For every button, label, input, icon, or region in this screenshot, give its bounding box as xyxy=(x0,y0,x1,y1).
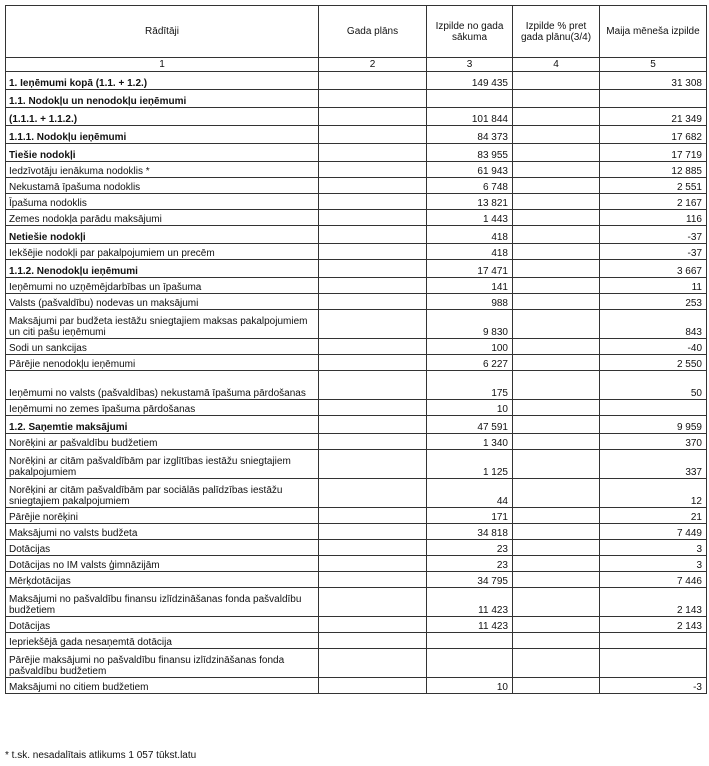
cell-percent xyxy=(513,210,600,226)
cell-month: 370 xyxy=(600,434,707,450)
cell-ytd: 34 818 xyxy=(427,524,513,540)
cell-percent xyxy=(513,649,600,678)
row-label: 1.1.1. Nodokļu ieņēmumi xyxy=(6,126,319,144)
cell-ytd xyxy=(427,649,513,678)
table-row xyxy=(6,524,707,540)
table-row xyxy=(6,260,707,278)
table-row xyxy=(6,633,707,649)
cell-annual-plan xyxy=(319,178,427,194)
cell-ytd: 141 xyxy=(427,278,513,294)
table-body xyxy=(6,72,707,694)
table-row xyxy=(6,617,707,633)
table-row xyxy=(6,400,707,416)
cell-ytd: 83 955 xyxy=(427,144,513,162)
cell-percent xyxy=(513,244,600,260)
cell-annual-plan xyxy=(319,210,427,226)
row-label: Iepriekšējā gada nesaņemtā dotācija xyxy=(6,633,319,649)
cell-annual-plan xyxy=(319,450,427,479)
table-row xyxy=(6,226,707,244)
cell-annual-plan xyxy=(319,355,427,371)
cell-annual-plan xyxy=(319,90,427,108)
row-label: Ieņēmumi no valsts (pašvaldības) nekustamā īpašuma pārdošanas xyxy=(6,371,319,400)
cell-annual-plan xyxy=(319,649,427,678)
cell-annual-plan xyxy=(319,678,427,694)
cell-month: 7 446 xyxy=(600,572,707,588)
cell-ytd: 149 435 xyxy=(427,72,513,90)
cell-annual-plan xyxy=(319,416,427,434)
cell-month xyxy=(600,633,707,649)
table-row xyxy=(6,126,707,144)
cell-month xyxy=(600,649,707,678)
cell-annual-plan xyxy=(319,371,427,400)
cell-month: 2 143 xyxy=(600,588,707,617)
cell-ytd: 9 830 xyxy=(427,310,513,339)
cell-ytd: 17 471 xyxy=(427,260,513,278)
cell-annual-plan xyxy=(319,260,427,278)
cell-month: 2 167 xyxy=(600,194,707,210)
cell-percent xyxy=(513,260,600,278)
row-label: Īpašuma nodoklis xyxy=(6,194,319,210)
cell-annual-plan xyxy=(319,633,427,649)
cell-annual-plan xyxy=(319,126,427,144)
cell-percent xyxy=(513,339,600,355)
cell-ytd: 6 227 xyxy=(427,355,513,371)
cell-annual-plan xyxy=(319,162,427,178)
cell-month: 9 959 xyxy=(600,416,707,434)
cell-month: 12 885 xyxy=(600,162,707,178)
cell-ytd: 13 821 xyxy=(427,194,513,210)
table-row xyxy=(6,194,707,210)
cell-percent xyxy=(513,540,600,556)
row-label: 1.1.2. Nenodokļu ieņēmumi xyxy=(6,260,319,278)
cell-annual-plan xyxy=(319,508,427,524)
cell-ytd: 1 340 xyxy=(427,434,513,450)
cell-percent xyxy=(513,108,600,126)
col-number: 4 xyxy=(513,58,600,72)
cell-annual-plan xyxy=(319,400,427,416)
row-label: Maksājumi no pašvaldību finansu izlīdzināšanas fonda pašvaldību budžetiem xyxy=(6,588,319,617)
table-row xyxy=(6,572,707,588)
cell-percent xyxy=(513,72,600,90)
cell-percent xyxy=(513,226,600,244)
cell-percent xyxy=(513,371,600,400)
cell-ytd: 47 591 xyxy=(427,416,513,434)
cell-month: -37 xyxy=(600,226,707,244)
col-number: 1 xyxy=(6,58,319,72)
cell-ytd: 44 xyxy=(427,479,513,508)
revenue-table xyxy=(5,5,707,694)
row-label: Dotācijas xyxy=(6,617,319,633)
cell-annual-plan xyxy=(319,108,427,126)
cell-month: 253 xyxy=(600,294,707,310)
column-number-row xyxy=(6,58,707,72)
table-row xyxy=(6,162,707,178)
cell-month: -40 xyxy=(600,339,707,355)
cell-month: 843 xyxy=(600,310,707,339)
table-row xyxy=(6,678,707,694)
row-label: (1.1.1. + 1.1.2.) xyxy=(6,108,319,126)
cell-annual-plan xyxy=(319,540,427,556)
cell-ytd: 418 xyxy=(427,226,513,244)
cell-ytd: 11 423 xyxy=(427,617,513,633)
cell-percent xyxy=(513,479,600,508)
row-label: Zemes nodokļa parādu maksājumi xyxy=(6,210,319,226)
row-label: Pārējie maksājumi no pašvaldību finansu izlīdzināšanas fonda pašvaldību budžetiem xyxy=(6,649,319,678)
cell-month: 2 551 xyxy=(600,178,707,194)
cell-ytd: 11 423 xyxy=(427,588,513,617)
cell-ytd: 101 844 xyxy=(427,108,513,126)
table-row xyxy=(6,540,707,556)
cell-percent xyxy=(513,633,600,649)
cell-annual-plan xyxy=(319,244,427,260)
col-number: 5 xyxy=(600,58,707,72)
cell-percent xyxy=(513,162,600,178)
cell-ytd: 1 443 xyxy=(427,210,513,226)
row-label: Pārējie norēķini xyxy=(6,508,319,524)
cell-percent xyxy=(513,450,600,479)
cell-ytd: 34 795 xyxy=(427,572,513,588)
cell-percent xyxy=(513,434,600,450)
table-row xyxy=(6,294,707,310)
cell-month: 17 719 xyxy=(600,144,707,162)
row-label: Iekšējie nodokļi par pakalpojumiem un precēm xyxy=(6,244,319,260)
cell-annual-plan xyxy=(319,572,427,588)
row-label: 1.1. Nodokļu un nenodokļu ieņēmumi xyxy=(6,90,319,108)
cell-percent xyxy=(513,416,600,434)
cell-month: 2 143 xyxy=(600,617,707,633)
cell-percent xyxy=(513,524,600,540)
col-number: 2 xyxy=(319,58,427,72)
row-label: Pārējie nenodokļu ieņēmumi xyxy=(6,355,319,371)
cell-annual-plan xyxy=(319,226,427,244)
cell-ytd: 175 xyxy=(427,371,513,400)
cell-annual-plan xyxy=(319,524,427,540)
col-header-indicators: Rādītāji xyxy=(6,6,319,58)
cell-annual-plan xyxy=(319,434,427,450)
row-label: Norēķini ar citām pašvaldībām par sociālās palīdzības iestāžu sniegtajiem pakalpojumiem xyxy=(6,479,319,508)
row-label: Mērķdotācijas xyxy=(6,572,319,588)
cell-month: 116 xyxy=(600,210,707,226)
cell-month: 50 xyxy=(600,371,707,400)
cell-annual-plan xyxy=(319,278,427,294)
table-row xyxy=(6,278,707,294)
table-row xyxy=(6,72,707,90)
cell-ytd: 23 xyxy=(427,540,513,556)
header-row xyxy=(6,6,707,58)
cell-ytd: 10 xyxy=(427,400,513,416)
col-header-percent: Izpilde % pret gada plānu(3/4) xyxy=(513,6,600,58)
table-row xyxy=(6,90,707,108)
footnote: * t.sk. nesadalītais atlikums 1 057 tūkst.latu xyxy=(5,750,197,761)
cell-annual-plan xyxy=(319,310,427,339)
cell-percent xyxy=(513,310,600,339)
col-number: 3 xyxy=(427,58,513,72)
cell-ytd: 988 xyxy=(427,294,513,310)
cell-month: 21 349 xyxy=(600,108,707,126)
cell-percent xyxy=(513,178,600,194)
row-label: Iedzīvotāju ienākuma nodoklis * xyxy=(6,162,319,178)
row-label: Netiešie nodokļi xyxy=(6,226,319,244)
table-row xyxy=(6,310,707,339)
col-header-annual-plan: Gada plāns xyxy=(319,6,427,58)
cell-ytd: 171 xyxy=(427,508,513,524)
cell-percent xyxy=(513,556,600,572)
cell-percent xyxy=(513,588,600,617)
cell-month: 3 xyxy=(600,556,707,572)
row-label: Ieņēmumi no uzņēmējdarbības un īpašuma xyxy=(6,278,319,294)
cell-percent xyxy=(513,678,600,694)
row-label: Tiešie nodokļi xyxy=(6,144,319,162)
cell-percent xyxy=(513,90,600,108)
cell-month: -37 xyxy=(600,244,707,260)
row-label: Valsts (pašvaldību) nodevas un maksājumi xyxy=(6,294,319,310)
cell-month xyxy=(600,400,707,416)
cell-ytd: 6 748 xyxy=(427,178,513,194)
cell-percent xyxy=(513,400,600,416)
cell-percent xyxy=(513,572,600,588)
table-row xyxy=(6,479,707,508)
table-row xyxy=(6,371,707,400)
table-row xyxy=(6,210,707,226)
cell-percent xyxy=(513,508,600,524)
cell-month: 21 xyxy=(600,508,707,524)
row-label: Norēķini ar citām pašvaldībām par izglītības iestāžu sniegtajiem pakalpojumiem xyxy=(6,450,319,479)
row-label: 1. Ieņēmumi kopā (1.1. + 1.2.) xyxy=(6,72,319,90)
cell-percent xyxy=(513,617,600,633)
cell-annual-plan xyxy=(319,294,427,310)
row-label: 1.2. Saņemtie maksājumi xyxy=(6,416,319,434)
col-header-month: Maija mēneša izpilde xyxy=(600,6,707,58)
cell-month: 3 667 xyxy=(600,260,707,278)
cell-month: 12 xyxy=(600,479,707,508)
cell-percent xyxy=(513,126,600,144)
cell-ytd: 84 373 xyxy=(427,126,513,144)
cell-ytd: 10 xyxy=(427,678,513,694)
cell-annual-plan xyxy=(319,588,427,617)
table-row xyxy=(6,450,707,479)
table-row xyxy=(6,508,707,524)
cell-month: 3 xyxy=(600,540,707,556)
table-row xyxy=(6,108,707,126)
table-row xyxy=(6,178,707,194)
cell-percent xyxy=(513,144,600,162)
cell-annual-plan xyxy=(319,479,427,508)
row-label: Maksājumi no citiem budžetiem xyxy=(6,678,319,694)
cell-annual-plan xyxy=(319,194,427,210)
row-label: Norēķini ar pašvaldību budžetiem xyxy=(6,434,319,450)
cell-ytd xyxy=(427,633,513,649)
cell-annual-plan xyxy=(319,339,427,355)
cell-ytd: 23 xyxy=(427,556,513,572)
cell-ytd: 418 xyxy=(427,244,513,260)
cell-annual-plan xyxy=(319,617,427,633)
table-row xyxy=(6,556,707,572)
table-row xyxy=(6,649,707,678)
row-label: Dotācijas xyxy=(6,540,319,556)
cell-ytd: 100 xyxy=(427,339,513,355)
cell-percent xyxy=(513,355,600,371)
cell-annual-plan xyxy=(319,72,427,90)
cell-month: 7 449 xyxy=(600,524,707,540)
row-label: Nekustamā īpašuma nodoklis xyxy=(6,178,319,194)
table-row xyxy=(6,416,707,434)
row-label: Dotācijas no IM valsts ģimnāzijām xyxy=(6,556,319,572)
cell-month: 337 xyxy=(600,450,707,479)
cell-month: 17 682 xyxy=(600,126,707,144)
cell-annual-plan xyxy=(319,556,427,572)
table-row xyxy=(6,244,707,260)
cell-month: -3 xyxy=(600,678,707,694)
cell-ytd: 61 943 xyxy=(427,162,513,178)
table-row xyxy=(6,588,707,617)
row-label: Ieņēmumi no zemes īpašuma pārdošanas xyxy=(6,400,319,416)
cell-month xyxy=(600,90,707,108)
table-row xyxy=(6,355,707,371)
cell-percent xyxy=(513,294,600,310)
table-row xyxy=(6,144,707,162)
cell-ytd: 1 125 xyxy=(427,450,513,479)
row-label: Maksājumi no valsts budžeta xyxy=(6,524,319,540)
cell-percent xyxy=(513,278,600,294)
row-label: Sodi un sankcijas xyxy=(6,339,319,355)
col-header-ytd: Izpilde no gada sākuma xyxy=(427,6,513,58)
row-label: Maksājumi par budžeta iestāžu sniegtajiem maksas pakalpojumiem un citi pašu ieņēmumi xyxy=(6,310,319,339)
cell-percent xyxy=(513,194,600,210)
table-row xyxy=(6,434,707,450)
table-row xyxy=(6,339,707,355)
cell-month: 31 308 xyxy=(600,72,707,90)
cell-month: 11 xyxy=(600,278,707,294)
cell-annual-plan xyxy=(319,144,427,162)
cell-month: 2 550 xyxy=(600,355,707,371)
cell-ytd xyxy=(427,90,513,108)
